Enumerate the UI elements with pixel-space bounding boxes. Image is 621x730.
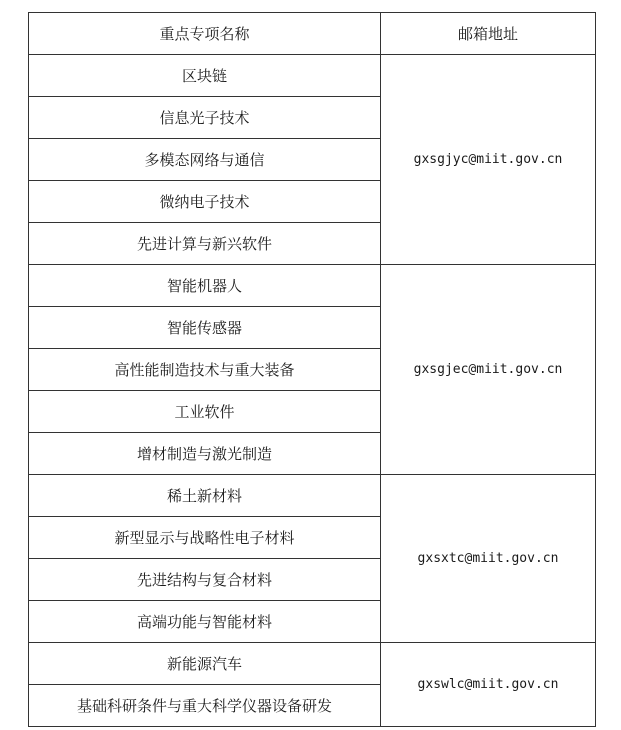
table-row — [29, 643, 596, 685]
project-name-cell: 先进计算与新兴软件 — [29, 223, 381, 265]
table-row — [29, 265, 596, 307]
project-name-cell: 高端功能与智能材料 — [29, 601, 381, 643]
project-name-cell: 微纳电子技术 — [29, 181, 381, 223]
header-project-name: 重点专项名称 — [29, 13, 381, 55]
project-name-cell: 新型显示与战略性电子材料 — [29, 517, 381, 559]
email-cell: gxsgjec@miit.gov.cn — [381, 265, 596, 475]
project-name-cell: 先进结构与复合材料 — [29, 559, 381, 601]
table-row — [29, 475, 596, 517]
table-row — [29, 55, 596, 97]
email-cell: gxsgjyc@miit.gov.cn — [381, 55, 596, 265]
header-row — [29, 13, 596, 55]
project-name-cell: 工业软件 — [29, 391, 381, 433]
header-email: 邮箱地址 — [381, 13, 596, 55]
project-name-cell: 增材制造与激光制造 — [29, 433, 381, 475]
email-cell: gxswlc@miit.gov.cn — [381, 643, 596, 727]
project-name-cell: 新能源汽车 — [29, 643, 381, 685]
project-name-cell: 高性能制造技术与重大装备 — [29, 349, 381, 391]
project-name-cell: 基础科研条件与重大科学仪器设备研发 — [29, 685, 381, 727]
email-cell: gxsxtc@miit.gov.cn — [381, 475, 596, 643]
project-name-cell: 信息光子技术 — [29, 97, 381, 139]
project-name-cell: 多模态网络与通信 — [29, 139, 381, 181]
project-name-cell: 稀土新材料 — [29, 475, 381, 517]
project-name-cell: 智能传感器 — [29, 307, 381, 349]
project-name-cell: 智能机器人 — [29, 265, 381, 307]
project-name-cell: 区块链 — [29, 55, 381, 97]
project-email-table — [28, 12, 596, 727]
